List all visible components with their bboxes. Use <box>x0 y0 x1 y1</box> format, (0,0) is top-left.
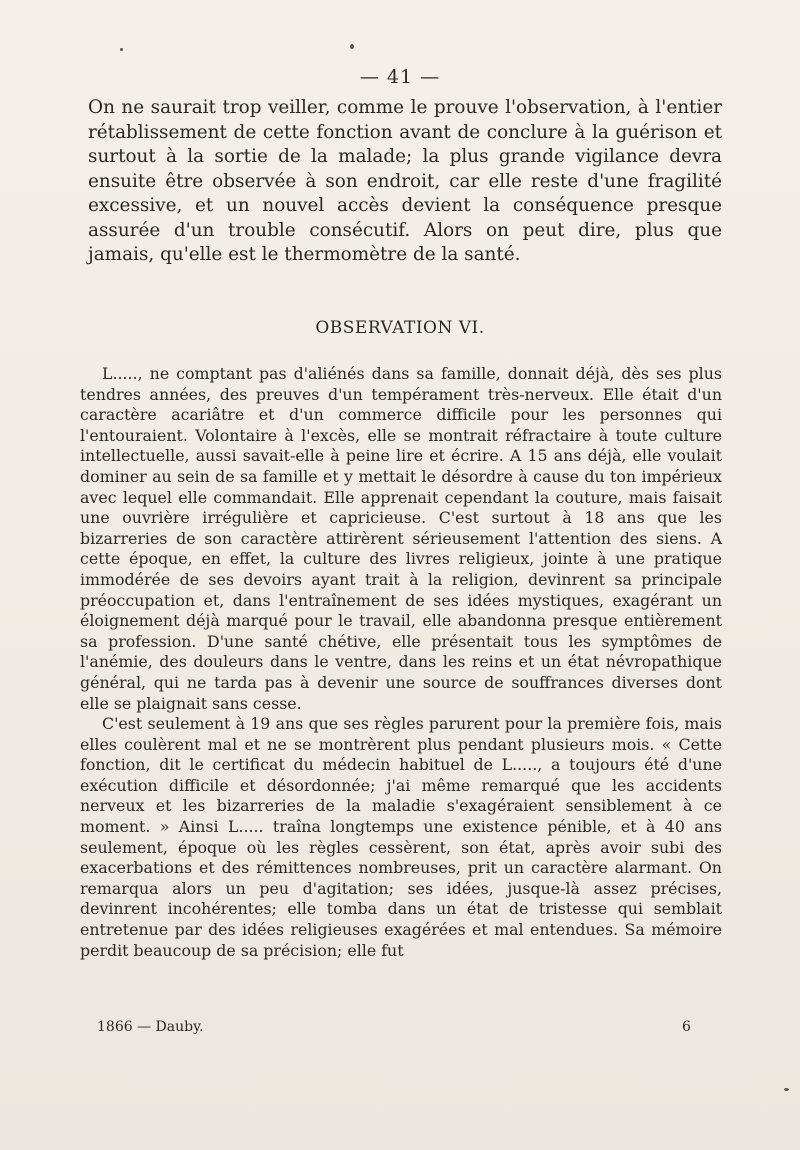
ink-speck <box>784 1088 789 1091</box>
footer-signature: 1866 — Dauby. <box>97 1019 204 1035</box>
observation-body <box>80 364 722 961</box>
intro-paragraph: On ne saurait trop veiller, comme le prouve l'observation, à l'entier rétablissement de cette fonction avant de conclure à la guérison et surtout à la sortie de la malade; la plus grande vigilance devra ensuite être observée à son endroit, car elle reste d'une fragilité excessive, et un nouvel accès devient la conséquence presque assurée d'un trouble consécutif. Alors on peut dire, plus que jamais, qu'elle est le thermomètre de la santé. <box>88 97 722 265</box>
body-paragraph: L....., ne comptant pas d'aliénés dans sa famille, donnait déjà, dès ses plus tendres années, des preuves d'un tempérament très-nerveux. Elle était d'un caractère acariâtre et d'un commerce difficile pour les personnes qui l'entouraient. Volontaire à l'excès, elle se montrait réfractaire à toute culture intellectuelle, aussi savait-elle à peine lire et écrire. A 15 ans déjà, elle voulait dominer au sein de sa famille et y mettait le désordre à cause du ton impérieux avec lequel elle commandait. Elle apprenait cependant la couture, mais faisait une ouvrière irrégulière et capricieuse. C'est surtout à 18 ans que les bizarreries de son caractère attirèrent sérieusement l'attention des siens. A cette époque, en effet, la culture des livres religieux, jointe à une pratique immodérée de ses devoirs ayant trait à la religion, devinrent sa principale préoccupation et, dans l'entraînement de ses idées mystiques, exagérant un éloignement déjà marqué pour le travail, elle abandonna presque entièrement sa profession. D'une santé chétive, elle présentait tous les symptômes de l'anémie, des douleurs dans le ventre, dans les reins et un état névropathique général, qui ne tarda pas à devenir une source de souffrances diverses dont elle se plaignait sans cesse. <box>80 364 722 713</box>
page-number: — 41 — <box>359 66 441 88</box>
ink-speck <box>350 44 354 49</box>
section-title: OBSERVATION VI. <box>315 318 485 338</box>
footer-sheet-number: 6 <box>682 1019 691 1035</box>
body-paragraph: C'est seulement à 19 ans que ses règles parurent pour la première fois, mais elles coulèrent mal et ne se montrèrent plus pendant plusieurs mois. « Cette fonction, dit le certificat du médecin habituel de L....., a toujours été d'une exécution difficile et désordonnée; j'ai même remarqué que les accidents nerveux et les bizarreries de la maladie s'exagéraient sensiblement à ce moment. » Ainsi L..... traîna longtemps une existence pénible, et à 40 ans seulement, époque où les règles cessèrent, son état, après avoir subi des exacerbations et des rémittences nombreuses, prit un caractère alarmant. On remarqua alors un peu d'agitation; ses idées, jusque-là assez précises, devinrent incohérentes; elle tomba dans un état de tristesse qui semblait entretenue par des idées religieuses exagérées et mal entendues. Sa mémoire perdit beaucoup de sa précision; elle fut <box>80 714 722 960</box>
ink-speck <box>120 48 123 51</box>
